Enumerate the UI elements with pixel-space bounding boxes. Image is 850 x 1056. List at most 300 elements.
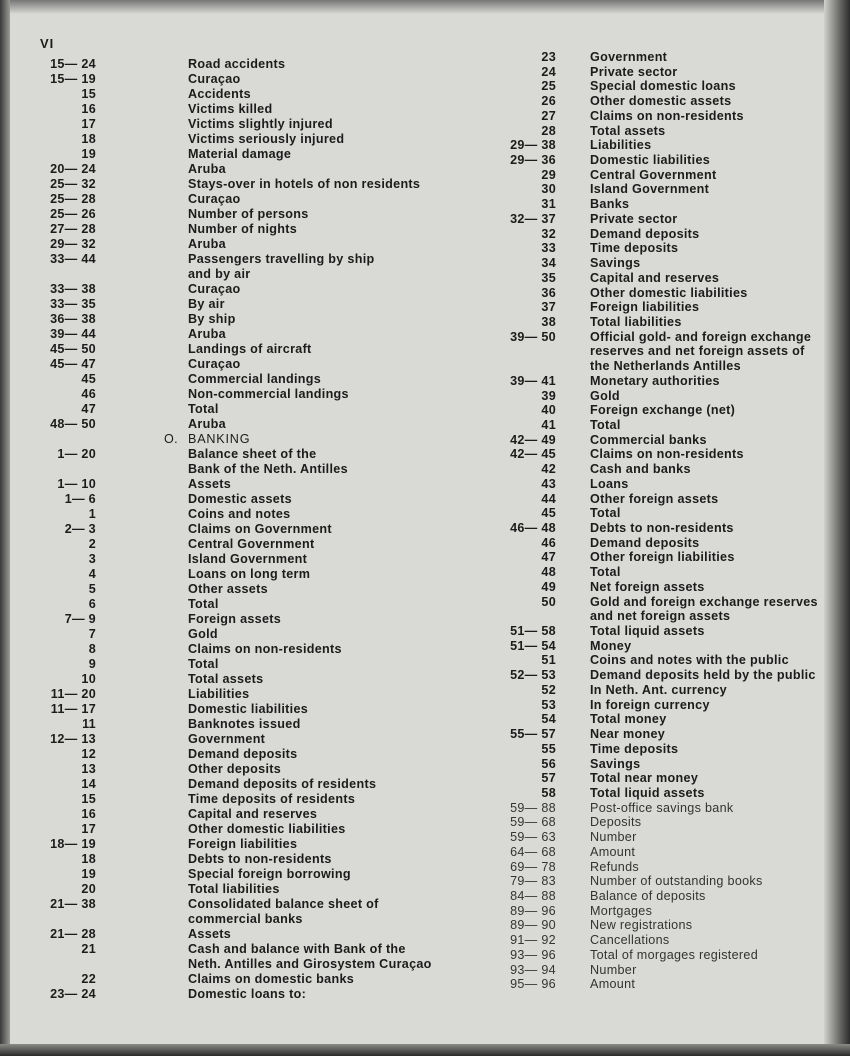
index-entry: [30, 777, 450, 792]
index-entry: [30, 972, 450, 987]
table-number-range: 21: [81, 942, 96, 956]
table-number-range: 36: [541, 285, 556, 300]
entry-label: Claims on Government: [188, 522, 332, 536]
entry-label: Total: [188, 402, 219, 416]
index-entry: [496, 374, 826, 389]
table-number-range: 52: [541, 682, 556, 697]
entry-label: Other deposits: [188, 762, 282, 776]
table-number-range: 29: [541, 167, 556, 182]
entry-label: Gold: [590, 388, 620, 403]
entry-label: and net foreign assets: [590, 609, 731, 624]
index-entry: [30, 222, 450, 237]
index-entry: [496, 595, 826, 610]
table-number-range: 41: [541, 417, 556, 432]
entry-label: Coins and notes: [188, 507, 291, 521]
index-entry: [496, 668, 826, 683]
table-number-range: 3: [88, 552, 96, 566]
table-number-range: 64— 68: [510, 844, 556, 859]
entry-label: Claims on non-residents: [590, 108, 744, 123]
index-entry: [496, 918, 826, 933]
entry-label: Gold: [188, 627, 218, 641]
index-entry: [496, 653, 826, 668]
table-number-range: 15— 24: [50, 57, 96, 71]
scan-right-edge: [824, 0, 850, 1056]
index-entry: [496, 727, 826, 742]
index-entry: [496, 963, 826, 978]
index-entry: [30, 942, 450, 957]
table-number-range: 22: [81, 972, 96, 986]
entry-label: Aruba: [188, 417, 226, 431]
entry-label: Post-office savings bank: [590, 800, 734, 815]
scan-left-edge: [0, 0, 10, 1056]
table-number-range: 27— 28: [50, 222, 96, 236]
table-number-range: 28: [541, 123, 556, 138]
table-number-range: 18: [81, 852, 96, 866]
index-entry: [30, 132, 450, 147]
table-number-range: 7— 9: [64, 612, 96, 626]
index-entry: [496, 683, 826, 698]
index-entry: [496, 815, 826, 830]
table-number-range: 55— 57: [510, 727, 556, 742]
index-entry: [496, 65, 826, 80]
entry-label: New registrations: [590, 918, 693, 933]
entry-label: Island Government: [188, 552, 308, 566]
table-number-range: 55: [541, 741, 556, 756]
index-entry: [30, 687, 450, 702]
entry-label: Cash and banks: [590, 462, 691, 477]
table-number-range: 12— 13: [50, 732, 96, 746]
entry-label: Total assets: [188, 672, 264, 686]
table-number-range: 26: [541, 94, 556, 109]
entry-label: Number of outstanding books: [590, 874, 763, 889]
entry-label: Number: [590, 830, 637, 845]
table-number-range: 11— 17: [50, 702, 96, 716]
entry-label: Total liquid assets: [590, 785, 705, 800]
index-entry: [30, 957, 450, 972]
table-number-range: 18— 19: [50, 837, 96, 851]
table-number-range: 30: [541, 182, 556, 197]
entry-label: Capital and reserves: [188, 807, 318, 821]
table-number-range: 44: [541, 491, 556, 506]
index-entry: [30, 762, 450, 777]
entry-label: Total: [188, 597, 219, 611]
index-entry: [30, 57, 450, 72]
table-number-range: 53: [541, 697, 556, 712]
table-number-range: 27: [541, 108, 556, 123]
index-entry: [30, 282, 450, 297]
index-entry: [496, 271, 826, 286]
index-entry: [496, 359, 826, 374]
entry-label: Total: [590, 506, 621, 521]
index-entry: [30, 807, 450, 822]
entry-label: Assets: [188, 927, 232, 941]
table-number-range: 46— 48: [510, 521, 556, 535]
entry-label: Balance of deposits: [590, 888, 706, 903]
entry-label: Amount: [590, 977, 636, 992]
entry-label: Aruba: [188, 162, 226, 176]
table-number-range: 33— 38: [50, 282, 96, 296]
entry-label: Commercial landings: [188, 372, 322, 386]
table-number-range: 93— 94: [510, 962, 556, 977]
entry-label: Other foreign liabilities: [590, 550, 735, 565]
index-entry: [496, 94, 826, 109]
index-entry: [496, 300, 826, 315]
entry-label: Total near money: [590, 771, 699, 786]
entry-label: Domestic assets: [188, 492, 292, 506]
index-entry: [496, 447, 826, 462]
entry-label: reserves and net foreign assets of: [590, 344, 805, 359]
table-number-range: 56: [541, 756, 556, 771]
entry-label: Liabilities: [188, 687, 250, 701]
entry-label: Total liabilities: [188, 882, 280, 896]
table-number-range: 1— 10: [57, 477, 96, 491]
table-number-range: 25— 28: [50, 192, 96, 206]
entry-label: Curaçao: [188, 72, 241, 86]
index-entry: [496, 904, 826, 919]
entry-label: Demand deposits: [590, 226, 700, 241]
entry-label: Special foreign borrowing: [188, 867, 351, 881]
entry-label: Official gold- and foreign exchange: [590, 329, 812, 344]
entry-label: Deposits: [590, 815, 642, 830]
index-entry: [496, 418, 826, 433]
index-entry: [30, 597, 450, 612]
entry-label: Material damage: [188, 147, 292, 161]
index-entry: [30, 477, 450, 492]
table-number-range: 43: [541, 476, 556, 491]
entry-label: Total: [590, 565, 621, 580]
section-letter: O.: [164, 432, 178, 446]
table-number-range: 45— 50: [50, 342, 96, 356]
table-number-range: 35: [541, 270, 556, 285]
table-number-range: 52— 53: [510, 668, 556, 683]
index-entry: [496, 315, 826, 330]
table-number-range: 2: [88, 537, 96, 551]
table-number-range: 7: [88, 627, 96, 641]
index-entry: [496, 786, 826, 801]
entry-label: Aruba: [188, 327, 226, 341]
table-number-range: 39— 44: [50, 327, 96, 341]
table-number-range: 9: [88, 657, 96, 671]
index-entry: [496, 639, 826, 654]
entry-label: Total assets: [590, 123, 666, 138]
index-entry: [30, 627, 450, 642]
table-number-range: 1— 6: [64, 492, 96, 506]
entry-label: Cash and balance with Bank of the: [188, 942, 406, 956]
table-number-range: 2— 3: [64, 522, 96, 536]
entry-label: Private sector: [590, 64, 678, 79]
table-number-range: 17: [81, 117, 96, 131]
table-number-range: 24: [541, 64, 556, 79]
index-entry: [30, 822, 450, 837]
entry-label: Aruba: [188, 237, 226, 251]
index-entry: [496, 389, 826, 404]
table-number-range: 89— 96: [510, 903, 556, 918]
table-number-range: 17: [81, 822, 96, 836]
table-number-range: 15: [81, 87, 96, 101]
entry-label: Monetary authorities: [590, 373, 720, 388]
index-entry: [30, 402, 450, 417]
entry-label: commercial banks: [188, 912, 303, 926]
table-number-range: 48— 50: [50, 417, 96, 431]
entry-label: Curaçao: [188, 357, 241, 371]
table-number-range: 11: [82, 717, 96, 731]
table-number-range: 15: [81, 792, 96, 806]
index-entry: [496, 698, 826, 713]
table-number-range: 29— 36: [510, 153, 556, 168]
entry-label: Net foreign assets: [590, 579, 705, 594]
index-entry: [496, 771, 826, 786]
entry-label: Debts to non-residents: [590, 521, 734, 535]
table-number-range: 18: [81, 132, 96, 146]
entry-label: Demand deposits: [188, 747, 298, 761]
index-entry: [496, 977, 826, 992]
entry-label: Government: [590, 50, 668, 64]
entry-label: Victims seriously injured: [188, 132, 345, 146]
index-entry: [30, 672, 450, 687]
index-entry: [30, 312, 450, 327]
index-entry: [30, 612, 450, 627]
index-entry: [30, 897, 450, 912]
index-entry: [30, 492, 450, 507]
table-number-range: 59— 88: [510, 800, 556, 815]
index-entry: [30, 792, 450, 807]
entry-label: Other domestic liabilities: [188, 822, 346, 836]
entry-label: Curaçao: [188, 282, 241, 296]
entry-label: and by air: [188, 267, 251, 281]
index-entry: [30, 927, 450, 942]
entry-label: Time deposits: [590, 241, 679, 256]
table-number-range: 33— 44: [50, 252, 96, 266]
table-number-range: 20: [81, 882, 96, 896]
table-number-range: 39— 50: [510, 329, 556, 344]
index-entry: [496, 227, 826, 242]
index-entry: [30, 537, 450, 552]
table-number-range: 8: [88, 642, 96, 656]
table-number-range: 40: [541, 403, 556, 418]
table-number-range: 47: [81, 402, 96, 416]
index-entry: [30, 117, 450, 132]
entry-label: Number: [590, 962, 637, 977]
table-number-range: 29— 32: [50, 237, 96, 251]
table-number-range: 51— 54: [510, 638, 556, 653]
index-entry: [30, 297, 450, 312]
entry-label: Assets: [188, 477, 232, 491]
entry-label: Loans on long term: [188, 567, 311, 581]
index-entry: [496, 565, 826, 580]
table-number-range: 1— 20: [57, 447, 96, 461]
index-entry: [496, 550, 826, 565]
index-entry: [496, 241, 826, 256]
index-entry: [496, 874, 826, 889]
index-entry: [30, 507, 450, 522]
entry-label: Consolidated balance sheet of: [188, 897, 379, 911]
table-number-range: 45: [81, 372, 96, 386]
index-entry: [496, 256, 826, 271]
table-number-range: 34: [541, 256, 556, 271]
scan-bottom-edge: [0, 1044, 850, 1056]
index-entry: [496, 757, 826, 772]
table-number-range: 95— 96: [510, 977, 556, 992]
index-entry: [30, 417, 450, 432]
entry-label: Total: [590, 417, 621, 432]
index-entry: [30, 522, 450, 537]
index-entry: [30, 237, 450, 252]
index-entry: [30, 147, 450, 162]
index-entry: [496, 830, 826, 845]
entry-label: Total: [188, 657, 219, 671]
index-entry: [30, 102, 450, 117]
index-entry: [496, 506, 826, 521]
entry-label: Private sector: [590, 211, 678, 226]
table-number-range: 59— 63: [510, 830, 556, 845]
index-entry: [496, 580, 826, 595]
entry-label: Coins and notes with the public: [590, 653, 789, 668]
table-number-range: 5: [88, 582, 96, 596]
table-number-range: 25— 26: [50, 207, 96, 221]
index-entry: [30, 717, 450, 732]
index-entry: [30, 912, 450, 927]
table-number-range: 49: [541, 579, 556, 594]
entry-label: Victims killed: [188, 102, 273, 116]
table-number-range: 39: [541, 388, 556, 403]
index-entry: [496, 109, 826, 124]
index-entry: [30, 642, 450, 657]
index-entry: [496, 138, 826, 153]
entry-label: BANKING: [188, 432, 251, 446]
table-number-range: 1: [88, 507, 96, 521]
entry-label: Government: [188, 732, 266, 746]
table-number-range: 33: [541, 241, 556, 256]
index-entry: [30, 387, 450, 402]
entry-label: Refunds: [590, 859, 640, 874]
index-entry: [30, 582, 450, 597]
entry-label: Other domestic assets: [590, 94, 732, 109]
index-entry: [496, 521, 826, 536]
index-entry: [30, 327, 450, 342]
entry-label: Savings: [590, 256, 641, 271]
entry-label: Claims on non-residents: [188, 642, 342, 656]
index-entry: [496, 182, 826, 197]
entry-label: Claims on domestic banks: [188, 972, 355, 986]
index-entry: [496, 153, 826, 168]
table-number-range: 50: [541, 594, 556, 609]
index-entry: [496, 286, 826, 301]
index-entry: [30, 372, 450, 387]
entry-label: Debts to non-residents: [188, 852, 332, 866]
entry-label: Loans: [590, 476, 629, 491]
index-entry: [496, 492, 826, 507]
table-number-range: 4: [88, 567, 96, 581]
entry-label: Central Government: [188, 537, 315, 551]
entry-label: Total liabilities: [590, 314, 682, 329]
table-number-range: 20— 24: [50, 162, 96, 176]
entry-label: Other domestic liabilities: [590, 285, 748, 300]
table-number-range: 46: [81, 387, 96, 401]
entry-label: Bank of the Neth. Antilles: [188, 462, 348, 476]
entry-label: Domestic liabilities: [590, 153, 711, 168]
page-number: VI: [40, 36, 55, 51]
entry-label: Stays-over in hotels of non residents: [188, 177, 421, 191]
index-right-column: [496, 50, 826, 992]
index-entry: [496, 197, 826, 212]
entry-label: Foreign liabilities: [590, 300, 700, 315]
table-number-range: 33— 35: [50, 297, 96, 311]
table-number-range: 36— 38: [50, 312, 96, 326]
index-entry: [30, 357, 450, 372]
entry-label: Gold and foreign exchange reserves: [590, 594, 818, 609]
index-entry: [30, 162, 450, 177]
index-entry: [496, 889, 826, 904]
entry-label: Passengers travelling by ship: [188, 252, 375, 266]
index-entry: [496, 712, 826, 727]
entry-label: Special domestic loans: [590, 79, 736, 94]
entry-label: Mortgages: [590, 903, 653, 918]
index-entry: [30, 192, 450, 207]
table-number-range: 10: [81, 672, 96, 686]
index-entry: [30, 177, 450, 192]
entry-label: Amount: [590, 844, 636, 859]
entry-label: Near money: [590, 727, 666, 742]
table-number-range: 93— 96: [510, 947, 556, 962]
section-heading: [30, 432, 450, 447]
entry-label: By air: [188, 297, 225, 311]
table-number-range: 79— 83: [510, 874, 556, 889]
index-entry: [496, 168, 826, 183]
table-number-range: 37: [541, 300, 556, 315]
entry-label: Foreign liabilities: [188, 837, 298, 851]
entry-label: Banks: [590, 197, 630, 212]
entry-label: Banknotes issued: [188, 717, 301, 731]
index-entry: [496, 845, 826, 860]
index-entry: [30, 87, 450, 102]
entry-label: the Netherlands Antilles: [590, 359, 741, 374]
entry-label: Savings: [590, 756, 641, 771]
index-entry: [496, 536, 826, 551]
entry-label: Neth. Antilles and Girosystem Curaçao: [188, 957, 432, 971]
index-entry: [30, 837, 450, 852]
entry-label: Money: [590, 638, 632, 653]
index-entry: [496, 742, 826, 757]
table-number-range: 84— 88: [510, 888, 556, 903]
index-entry: [496, 330, 826, 345]
table-number-range: 32— 37: [510, 211, 556, 226]
table-number-range: 69— 78: [510, 859, 556, 874]
table-number-range: 6: [88, 597, 96, 611]
entry-label: Liabilities: [590, 138, 652, 153]
table-number-range: 89— 90: [510, 918, 556, 933]
entry-label: Island Government: [590, 182, 710, 197]
index-left-column: [30, 57, 450, 1002]
index-entry: [496, 403, 826, 418]
index-entry: [30, 882, 450, 897]
index-entry: [30, 342, 450, 357]
entry-label: Total liquid assets: [590, 624, 705, 639]
entry-label: Claims on non-residents: [590, 447, 744, 462]
entry-label: Other assets: [188, 582, 268, 596]
table-number-range: 23— 24: [50, 987, 96, 1001]
index-entry: [30, 252, 450, 267]
entry-label: Accidents: [188, 87, 251, 101]
entry-label: By ship: [188, 312, 236, 326]
table-number-range: 11— 20: [50, 687, 96, 701]
index-entry: [496, 948, 826, 963]
index-entry: [496, 433, 826, 448]
index-entry: [496, 462, 826, 477]
index-entry: [496, 477, 826, 492]
entry-label: Balance sheet of the: [188, 447, 317, 461]
entry-label: Non-commercial landings: [188, 387, 349, 401]
index-entry: [30, 852, 450, 867]
